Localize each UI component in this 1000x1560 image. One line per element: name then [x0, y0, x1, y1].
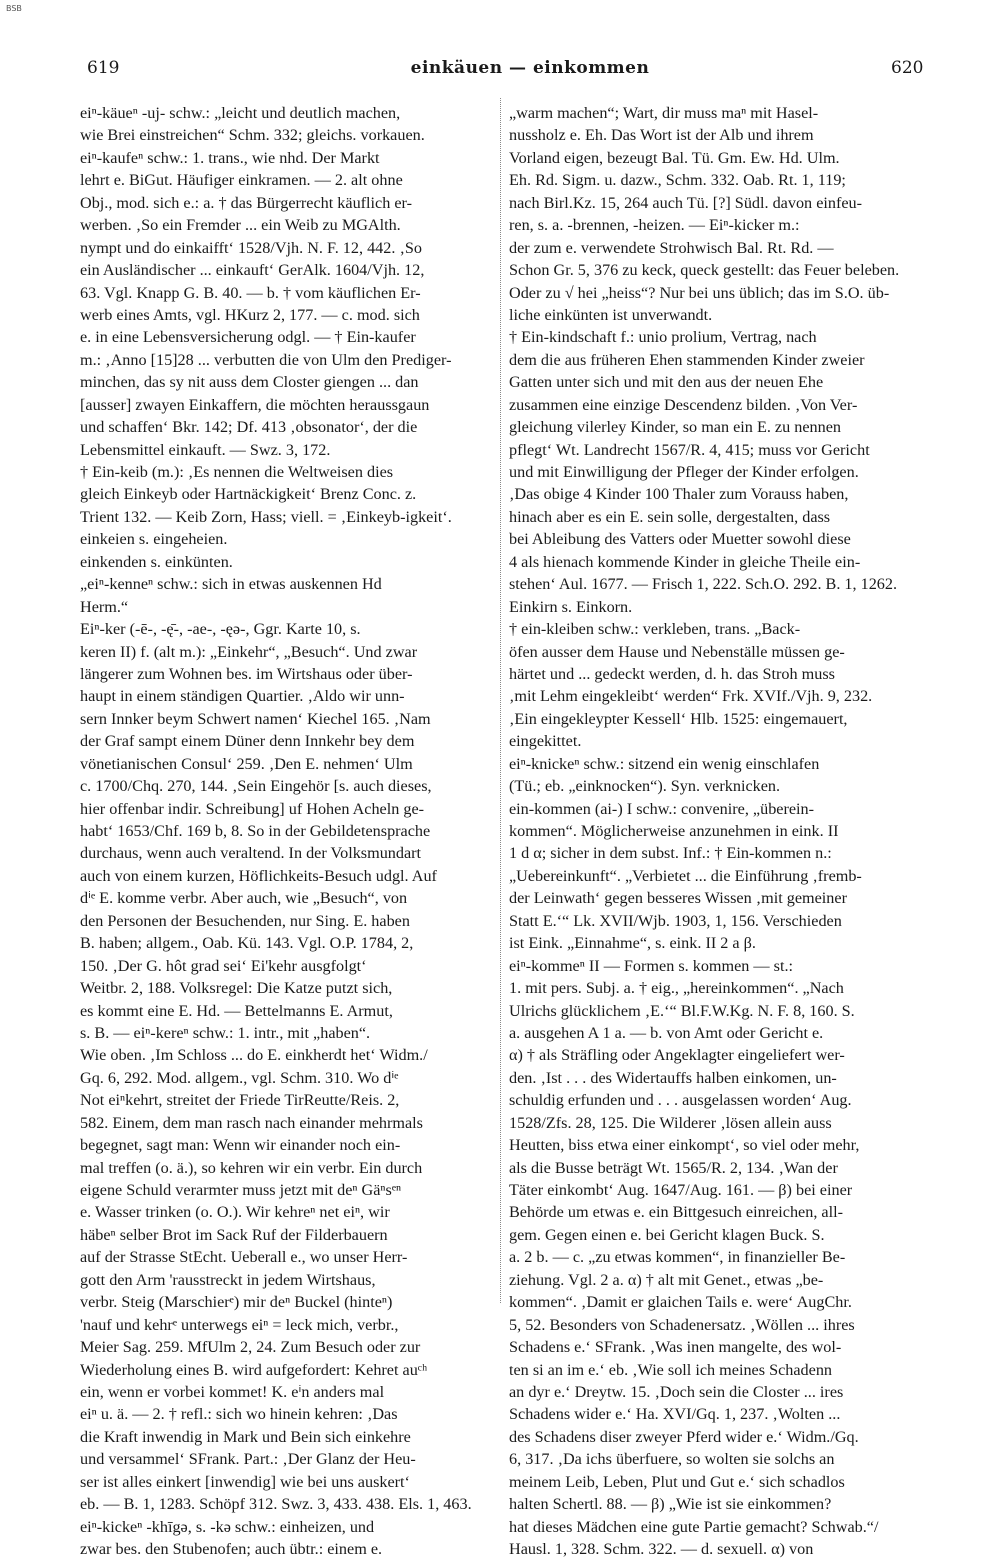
text-line: (Tü.; eb. „einknocken“). Syn. verknicken. — [509, 777, 781, 796]
text-line: † Ein-keib (m.): ‚Es nennen die Weltweisen dies — [80, 463, 394, 481]
text-line: vönetianischen Consul‘ 259. ‚Den E. nehmen‘ Ulm — [80, 754, 413, 773]
text-line: m.: ‚Anno [15]28 ... verbutten die von Ulm den Prediger- — [80, 350, 452, 369]
text-line: Meier Sag. 259. MfUlm 2, 24. Zum Besuch oder zur — [80, 1338, 421, 1357]
text-line: ein, wenn er vorbei kommet! K. eⁱn anders mal — [80, 1382, 385, 1401]
text-line: nympt und do einkaifft‘ 1528/Vjh. N. F. 12, 442. ‚So — [80, 238, 422, 257]
text-line: Schon Gr. 5, 376 zu keck, queck gestellt: das Feuer beleben. — [509, 261, 900, 280]
text-line: Not eiⁿkehrt, streitet der Friede TirReutte/Reis. 2, — [80, 1091, 400, 1110]
column-divider — [500, 98, 501, 1303]
text-line: schuldig erfunden und . . . ausgelassen worden‘ Aug. — [509, 1091, 852, 1110]
text-line: ist Eink. „Einnahme“, s. eink. II 2 a β. — [509, 934, 756, 953]
text-line: e. Wasser trinken (o. O.). Wir kehreⁿ net eiⁿ, wir — [80, 1203, 390, 1222]
text-line: hier offenbar indir. Schreibung] uf Hohen Acheln ge- — [80, 799, 425, 818]
text-line: keren II) f. (alt m.): „Einkehr“, „Besuch“. Und zwar — [80, 642, 418, 661]
text-line: auch von einem kurzen, Höflichkeits-Besuch udgl. Auf — [80, 866, 437, 885]
text-line: Täter einkombt‘ Aug. 1647/Aug. 161. — β) bei einer — [509, 1181, 853, 1199]
text-line: a. ausgehen A 1 a. — b. von Amt oder Gericht e. — [509, 1023, 824, 1042]
text-line: härtet und ... gedeckt werden, d. h. das Stroh muss — [509, 664, 835, 683]
text-line: es kommt eine E. Hd. — Bettelmanns E. Armut, — [80, 1001, 393, 1020]
text-line: kommen“. Möglicherweise anzunehmen in eink. II — [509, 822, 839, 840]
text-line: eiⁿ-kickeⁿ -khīgə, s. -kə schw.: einheizen, und — [80, 1517, 375, 1536]
text-line: den Personen der Besuchenden, nur Sing. E. haben — [80, 911, 410, 930]
text-line: c. 1700/Chq. 270, 144. ‚Sein Eingehör [s. auch dieses, — [80, 777, 432, 796]
library-stamp: BSB — [6, 4, 22, 13]
text-line: und schaffen‘ Bkr. 142; Df. 413 ‚obsonator‘, der die — [80, 418, 418, 437]
text-line: ren, s. a. -brennen, -heizen. — Eiⁿ-kicker m.: — [509, 216, 800, 235]
text-line: durchaus, wenn auch veraltend. In der Volksmundart — [80, 844, 422, 863]
text-line: zusammen eine einzige Descendenz bilden. ‚Von Ver- — [509, 395, 858, 414]
text-line: häbeⁿ selber Brot im Sack Ruf der Filderbauern — [80, 1225, 388, 1244]
text-line: längerer zum Wohnen bes. im Wirtshaus oder über- — [80, 664, 413, 683]
text-line: einkeien s. eingeheien. — [80, 530, 228, 549]
text-line: auf der Strasse StEcht. Ueberall e., wo unser Herr- — [80, 1248, 408, 1267]
text-line: die Kraft inwendig in Mark und Bein sich einkehre — [80, 1427, 411, 1446]
text-line: gleich Einkeyb oder Hartnäckigkeit‘ Brenz Conc. z. — [80, 485, 417, 504]
text-line: B. haben; allgem., Oab. Kü. 143. Vgl. O.P. 1784, 2, — [80, 934, 414, 953]
text-line: meinem Leib, Leben, Plut und Gut e.‘ sich schadlos — [509, 1472, 845, 1491]
text-line: 1 d α; sicher in dem subst. Inf.: † Ein-kommen n.: — [509, 844, 832, 863]
text-line: Gatten unter sich und mit den aus der neuen Ehe — [509, 373, 824, 392]
text-line: eigene Schuld verarmter muss jetzt mit deⁿ Gäⁿsᵉⁿ — [80, 1181, 402, 1199]
text-line: eiⁿ-käueⁿ -uj- schw.: „leicht und deutlich machen, — [80, 104, 401, 122]
text-line: e. in eine Lebensversicherung odgl. — † Ein-kaufer — [80, 328, 416, 347]
text-line: Wie oben. ‚Im Schloss ... do E. einkherdt het‘ Widm./ — [80, 1046, 428, 1065]
text-line: Trient 132. — Keib Zorn, Hass; viell. = ‚Einkeyb-igkeit‘. — [80, 507, 452, 526]
text-line: stehen‘ Aul. 1677. — Frisch 1, 222. Sch.O. 292. B. 1, 1262. — [509, 575, 898, 594]
text-line: öfen ausser dem Hause und Nebenställe müssen ge- — [509, 642, 845, 661]
text-line: ‚mit Lehm eingekleibt‘ werden“ Frk. XVIf./Vjh. 9, 232. — [509, 687, 873, 706]
text-line: Statt E.‘“ Lk. XVII/Wjb. 1903, 1, 156. Verschieden — [509, 911, 842, 930]
text-line: werben. ‚So ein Fremder ... ein Weib zu MGAlth. — [80, 216, 401, 235]
text-line: ‚Das obige 4 Kinder 100 Thaler zum Vorauss haben, — [509, 485, 849, 504]
running-title: einkäuen — einkommen — [410, 58, 650, 78]
text-line: † ein-kleiben schw.: verkleben, trans. „Back- — [509, 620, 801, 639]
text-line: ten si an im e.‘ eb. ‚Wie soll ich meines Schadenn — [509, 1360, 833, 1379]
text-line: und versammel‘ SFrank. Part.: ‚Der Glanz der Heu- — [80, 1450, 416, 1469]
text-line: Einkirn s. Einkorn. — [509, 597, 633, 616]
text-line: 582. Einem, dem man rasch nach einander mehrmals — [80, 1113, 423, 1132]
text-line: Heutten, biss etwa einer einkompt‘, so viel oder mehr, — [509, 1136, 860, 1155]
text-line: Behörde um etwas e. ein Bittgesuch einreichen, all- — [509, 1203, 843, 1222]
text-line: Schadens wider e.‘ Ha. XVI/Gq. 1, 237. ‚Wolten ... — [509, 1405, 841, 1424]
text-line: gleichung vilerley Kinder, so man ein E. zu nennen — [509, 418, 841, 437]
text-line: eb. — B. 1, 1283. Schöpf 312. Swz. 3, 433. 438. Els. 1, 463. — [80, 1495, 472, 1514]
text-line: ‚Ein eingekleypter Kessell‘ Hlb. 1525: eingemauert, — [509, 709, 848, 728]
text-line: α) † als Sträfling oder Angeklagter eingeliefert wer- — [509, 1046, 845, 1065]
text-line: den. ‚Ist . . . des Widertauffs halben einkomen, un- — [509, 1068, 837, 1087]
text-line: 63. Vgl. Knapp G. B. 40. — b. † vom käuflichen Er- — [80, 283, 421, 302]
text-line: minchen, das sy nit auss dem Closter giengen ... dan — [80, 373, 419, 392]
text-line: dem die aus früheren Ehen stammenden Kinder zweier — [509, 350, 865, 369]
text-line: hinach aber es ein E. sein solle, dergestalten, dass — [509, 507, 831, 526]
text-line: Lebensmittel einkauft. — Swz. 3, 172. — [80, 440, 331, 459]
right-column — [509, 102, 927, 1560]
text-line: Weitbr. 2, 188. Volksregel: Die Katze putzt sich, — [80, 979, 393, 998]
text-line: ser ist alles einkert [inwendig] wie bei uns auskert‘ — [80, 1472, 410, 1491]
text-line: lehrt e. BiGut. Häufiger einkramen. — 2. alt ohne — [80, 171, 403, 190]
text-line: „eiⁿ-kenneⁿ schw.: sich in etwas auskennen Hd — [80, 575, 382, 594]
text-line: des Schadens diser zweyer Pferd wider e.‘ Widm./Gq. — [509, 1427, 859, 1446]
text-line: Obj., mod. sich e.: a. † das Bürgerrecht käuflich er- — [80, 193, 413, 212]
text-line: Wiederholung eines B. wird aufgefordert: Kehret auᶜʰ — [80, 1360, 428, 1379]
text-line: mal treffen (o. ä.), so kehren wir ein verbr. Ein durch — [80, 1158, 423, 1177]
text-line: ein Ausländischer ... einkauft‘ GerAlk. 1604/Vjh. 12, — [80, 261, 425, 280]
text-line: nach Birl.Kz. 15, 264 auch Tü. [?] Südl. davon einfeu- — [509, 193, 863, 212]
text-line: der Graf sampt einem Düner denn Innkehr bey dem — [80, 732, 415, 751]
text-line: „warm machen“; Wart, dir muss maⁿ mit Hasel- — [509, 104, 819, 122]
text-line: begegnet, sagt man: Wenn wir einander noch ein- — [80, 1136, 401, 1155]
text-line: wie Brei einstreichen“ Schm. 332; gleichs. vorkauen. — [80, 126, 425, 145]
text-line: haupt in einem ständigen Quartier. ‚Aldo wir unn- — [80, 687, 405, 706]
text-line: und mit Einwilligung der Pfleger der Kinder erfolgen. — [509, 463, 859, 481]
text-line: ziehung. Vgl. 2 a. α) † alt mit Genet., etwas „be- — [509, 1270, 824, 1289]
text-line: a. 2 b. — c. „zu etwas kommen“, in finanzieller Be- — [509, 1248, 846, 1267]
text-line: 1528/Zfs. 28, 125. Die Wilderer ‚lösen allein auss — [509, 1113, 832, 1132]
text-line: eiⁿ-knickeⁿ schw.: sitzend ein wenig einschlafen — [509, 754, 820, 773]
text-line: werb eines Amts, vgl. HKurz 2, 177. — c. mod. sich — [80, 305, 420, 324]
text-line: sern Innker beym Schwert namen‘ Kiechel 165. ‚Nam — [80, 709, 431, 728]
text-line: gott den Arm 'rausstreckt in jedem Wirtshaus, — [80, 1270, 376, 1289]
text-line: Vorland eigen, bezeugt Bal. Tü. Gm. Ew. Hd. Ulm. — [509, 148, 840, 167]
text-line: Gq. 6, 292. Mod. allgem., vgl. Schm. 310. Wo dⁱᵉ — [80, 1068, 399, 1087]
text-line: kommen“. ‚Damit er glaichen Tails e. were‘ AugChr. — [509, 1293, 852, 1312]
text-line: Hausl. 1, 328. Schm. 322. — d. sexuell. α) von — [509, 1540, 814, 1558]
text-line: eiⁿ-kaufeⁿ schw.: 1. trans., wie nhd. Der Markt — [80, 148, 380, 167]
text-line: Herm.“ — [80, 597, 129, 616]
text-line: eingekittet. — [509, 732, 582, 751]
text-line: 150. ‚Der G. hôt grad sei‘ Ei'kehr ausgfolgt‘ — [80, 956, 367, 975]
text-line: pflegt‘ Wt. Landrecht 1567/R. 4, 415; muss vor Gericht — [509, 440, 870, 459]
page-number-right: 620 — [891, 58, 924, 78]
text-line: 'nauf und kehrᵉ unterwegs eiⁿ = leck mich, verbr., — [80, 1315, 399, 1334]
left-column — [80, 102, 498, 1560]
text-line: hat dieses Mädchen eine gute Partie gemacht? Schwab.“/ — [509, 1517, 879, 1536]
text-line: dⁱᵉ E. komme verbr. Aber auch, wie „Besuch“, von — [80, 889, 408, 908]
text-line: † Ein-kindschaft f.: unio prolium, Vertrag, nach — [509, 328, 817, 347]
text-line: gem. Gegen einen e. bei Gericht klagen Buck. S. — [509, 1225, 825, 1244]
text-line: habt‘ 1653/Chf. 169 b, 8. So in der Gebildetensprache — [80, 822, 431, 840]
text-line: s. B. — eiⁿ-kereⁿ schw.: 1. intr., mit „haben“. — [80, 1023, 371, 1042]
text-line: halten Schertl. 88. — β) „Wie ist sie einkommen? — [509, 1495, 832, 1514]
text-line: einkenden s. einkünten. — [80, 552, 233, 571]
text-line: Schadens e.‘ SFrank. ‚Was inen mangelte, des wol- — [509, 1338, 842, 1357]
text-line: an dyr e.‘ Dreytw. 15. ‚Doch sein die Closter ... ires — [509, 1382, 844, 1401]
text-line: liche einkünten ist unverwandt. — [509, 305, 713, 324]
text-line: bei Ableibung des Vatters oder Muetter sowohl diese — [509, 530, 851, 549]
text-line: 5, 52. Besonders von Schadenersatz. ‚Wöllen ... ihres — [509, 1315, 855, 1334]
text-line: der Leinwath‘ gegen besseres Wissen ‚mit gemeiner — [509, 889, 847, 908]
text-line: Ulrichs glücklichem ‚E.‘“ Bl.F.W.Kg. N. F. 8, 160. S. — [509, 1001, 855, 1020]
text-line: verbr. Steig (Marschierᵉ) mir deⁿ Buckel (hinteⁿ) — [80, 1293, 393, 1312]
text-line: ein-kommen (ai-) I schw.: convenire, „überein- — [509, 799, 815, 818]
text-line: 6, 317. ‚Da ichs überfuere, so wolten sie solchs an — [509, 1450, 835, 1469]
text-line: 1. mit pers. Subj. a. † eig., „hereinkommen“. „Nach — [509, 979, 844, 998]
text-line: eiⁿ u. ä. — 2. † refl.: sich wo hinein kehren: ‚Das — [80, 1405, 398, 1424]
text-line: der zum e. verwendete Strohwisch Bal. Rt. Rd. — — [509, 238, 834, 257]
text-line: als die Busse beträgt Wt. 1565/R. 2, 134. ‚Wan der — [509, 1158, 838, 1177]
text-line: Eh. Rd. Sigm. u. dazw., Schm. 332. Oab. Rt. 1, 119; — [509, 171, 846, 190]
page-number-left: 619 — [87, 58, 120, 78]
text-line: Oder zu √ hei „heiss“? Nur bei uns üblich; das im S.O. üb- — [509, 283, 890, 302]
text-line: zwar bes. den Stubenofen; auch übtr.: einem e. — [80, 1540, 383, 1558]
text-line: 4 als hienach kommende Kinder in gleiche Theile ein- — [509, 552, 861, 571]
text-line: nussholz e. Eh. Das Wort ist der Alb und ihrem — [509, 126, 814, 145]
text-line: eiⁿ-kommeⁿ II — Formen s. kommen — st.: — [509, 956, 794, 975]
text-line: [ausser] zwayen Einkaffern, die möchten heraussgaun — [80, 395, 430, 414]
text-line: „Uebereinkunft“. „Verbietet ... die Einführung ‚fremb- — [509, 866, 862, 885]
text-line: Eiⁿ-ker (-ē-, -ę̄-, -ae-, -ęə-, Ggr. Karte 10, s. — [80, 620, 361, 639]
